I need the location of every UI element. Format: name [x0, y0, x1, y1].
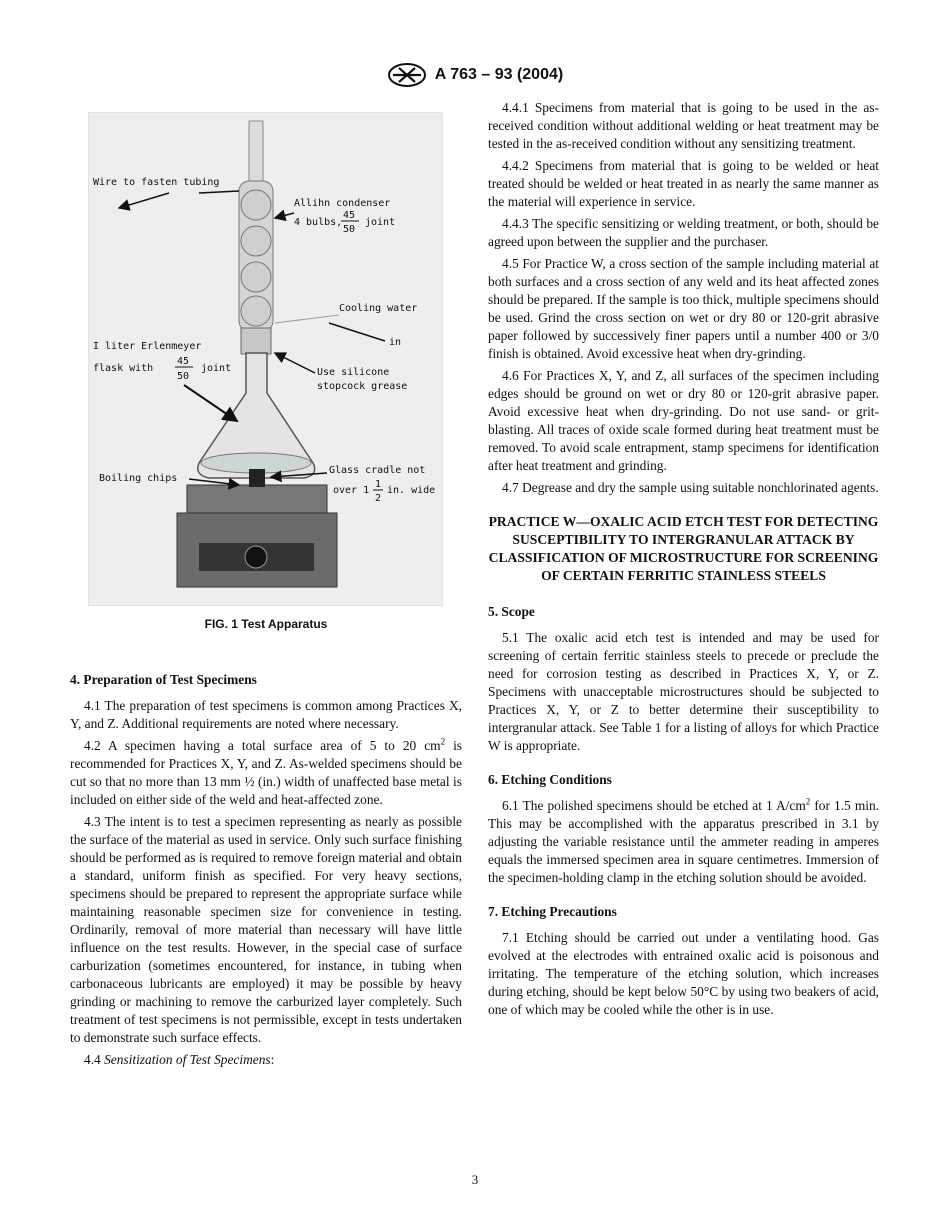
para-4-4-1: 4.4.1 Specimens from material that is going to be used in the as-received condition without additional welding or heat treatment may be tested in the as-received condition without any sensitizing treatment.: [488, 100, 879, 151]
para-4-2-a: 4.2 A specimen having a total surface area of 5 to 20 cm: [84, 738, 441, 753]
para-6-1: [488, 797, 879, 887]
para-4-4-3: 4.4.3 The specific sensitizing or welding treatment, or both, should be agreed upon between the supplier and the purchaser.: [488, 216, 879, 249]
para-4-4-colon: :: [270, 1052, 275, 1067]
label-wire: Wire to fasten tubing: [93, 177, 220, 188]
para-6-1-sup: 2: [805, 796, 811, 807]
para-4-2: [70, 737, 462, 809]
label-flask-line2: flask with: [93, 363, 154, 374]
para-7-1: 7.1 Etching should be carried out under a ventilating hood. Gas evolved at the electrodes with entrained oxalic acid is poisonous and irritating. The temperature of the etching solution, which increases during etching, should be kept below 50°C by using two beakers of acid, one of which may be cooled while the other is in use.: [488, 930, 879, 1017]
label-flask-den: 50: [177, 371, 190, 382]
label-cradle-line2: over 1: [333, 485, 370, 496]
label-flask-line1: I liter Erlenmeyer: [93, 341, 202, 352]
hot-plate: [187, 485, 327, 513]
left-column: [70, 671, 462, 1073]
section-7-title: 7. Etching Precautions: [488, 904, 617, 919]
label-cooling: Cooling water: [339, 303, 418, 314]
astm-logo-icon: [387, 62, 427, 88]
para-6-1-b: for 1.5 min. This may be accomplished with the apparatus prescribed in 3.1 by adjusting the variable resistance until the ammeter reading in amperes equals the immersed specimen area in square centimetres. Immersion of the specimen-holding clamp in the etching solution should be avoided.: [488, 798, 880, 885]
label-silicone-line2: stopcock grease: [317, 381, 408, 392]
para-6-1-a: 6.1 The polished specimens should be etched at 1 A/cm: [502, 798, 806, 813]
para-4-6: 4.6 For Practices X, Y, and Z, all surfaces of the specimen including edges should be ground on wet or dry 80 or 120-grit abrasive paper. Avoid excessive heat when dry-grinding. Do not use sand- or grit-blasting. All traces of oxide scale formed during heat treatment must be removed. To avoid scale entrapment, stamp specimens for identification after heat treatment and grinding.: [488, 368, 879, 473]
para-4-2-b: is recommended for Practices X, Y, and Z. As-welded specimens should be cut so that no more than 13 mm ½ (in.) width of unaffected base metal is included on either side of the weld and heat-affected zone.: [70, 738, 463, 807]
label-cradle-num: 1: [375, 479, 382, 490]
label-cradle-line1: Glass cradle not: [329, 465, 426, 476]
label-allihn: Allihn condenser: [294, 198, 391, 209]
figure-caption: FIG. 1 Test Apparatus: [204, 617, 328, 631]
section-6-title: 6. Etching Conditions: [488, 772, 612, 787]
standard-designation: [435, 66, 563, 84]
para-4-3: 4.3 The intent is to test a specimen representing as nearly as possible the surface of the material as used in service. Only such surface finishing should be performed as is required to remove foreign material and obtain a standard, uniform finish as specified. For very heavy sections, specimens should be prepared to represent the appropriate surface while maintaining reasonable specimen size for convenience in testing. Ordinarily, removal of more material than necessary will have little influence on the test results. However, in the special case of surface carburization (sometimes encountered, for instance, in tubing when carbonaceous lubricants are employed) it may be possible by heavy grinding or machining to remove the carburized layer completely. Such treatment of test specimens is not permissible, except in tests undertaken to demonstrate such surface effects.: [70, 814, 462, 1045]
para-4-2-sup: 2: [440, 736, 446, 747]
page-number: 3: [471, 1172, 479, 1187]
condenser-tube: [249, 121, 263, 181]
page-header: [0, 62, 950, 88]
para-4-4-num: 4.4: [84, 1052, 105, 1067]
label-cradle-den: 2: [375, 493, 382, 504]
label-bulbs: 4 bulbs,: [294, 217, 343, 228]
label-flask-num: 45: [177, 356, 190, 367]
designation-year: (2004): [516, 66, 564, 83]
designation-number: A 763 – 93: [434, 66, 513, 83]
label-bulbs-joint: joint: [365, 217, 396, 228]
para-4-4-2: 4.4.2 Specimens from material that is going to be welded or heat treated should be welded or heat treated in as nearly the same manner as the material will experience in service.: [488, 158, 879, 209]
label-silicone-line1: Use silicone: [317, 367, 390, 378]
label-cooling-in: in: [389, 337, 402, 348]
para-5-1: 5.1 The oxalic acid etch test is intended and may be used for screening of certain ferritic stainless steels to precede or preclude the need for corrosion testing as described in Practices X, Y, or Z. Specimens with unacceptable microstructures should be subjected to Practices X, Y, or Z to better determine their susceptibility to intergranular attack. See Table 1 for a listing of alloys for which Practice W is appropriate.: [488, 630, 879, 753]
para-4-7: 4.7 Degrease and dry the sample using suitable nonchlorinated agents.: [502, 480, 879, 495]
para-4-4: [70, 1051, 462, 1069]
label-bulbs-num: 45: [343, 210, 356, 221]
label-flask-joint: joint: [201, 363, 232, 374]
para-4-5: 4.5 For Practice W, a cross section of the sample including material at both surfaces and a cross section of any weld and its heat affected zones should be prepared. If the sample is too thick, multiple specimens should be used. Grind the cross section on wet or dry 80 or 120-grit abrasive paper followed by successively finer papers until a number 400 or 3/0 finish is obtained. Avoid excessive heat when dry-grinding.: [488, 256, 879, 361]
practice-w-heading: PRACTICE W—OXALIC ACID ETCH TEST FOR DETECTING SUSCEPTIBILITY TO INTERGRANULAR ATTACK BY CLASSIFICATION OF MICROSTRUCTURE FOR SCREENING OF CERTAIN FERRITIC STAINLESS STEELS: [488, 514, 879, 583]
para-4-4-title: Sensitization of Test Specimens: [104, 1052, 271, 1067]
right-column: [488, 99, 879, 1023]
section-5-title: 5. Scope: [488, 604, 535, 619]
label-boiling: Boiling chips: [99, 473, 178, 484]
label-bulbs-den: 50: [343, 224, 356, 235]
para-4-1: 4.1 The preparation of test specimens is common among Practices X, Y, and Z. Additional requirements are noted where necessary.: [70, 698, 462, 731]
section-4-title: 4. Preparation of Test Specimens: [70, 672, 257, 687]
test-apparatus-figure: [88, 112, 443, 606]
apparatus-illustration: [89, 113, 442, 605]
label-cradle-line3: in. wide: [387, 485, 436, 496]
